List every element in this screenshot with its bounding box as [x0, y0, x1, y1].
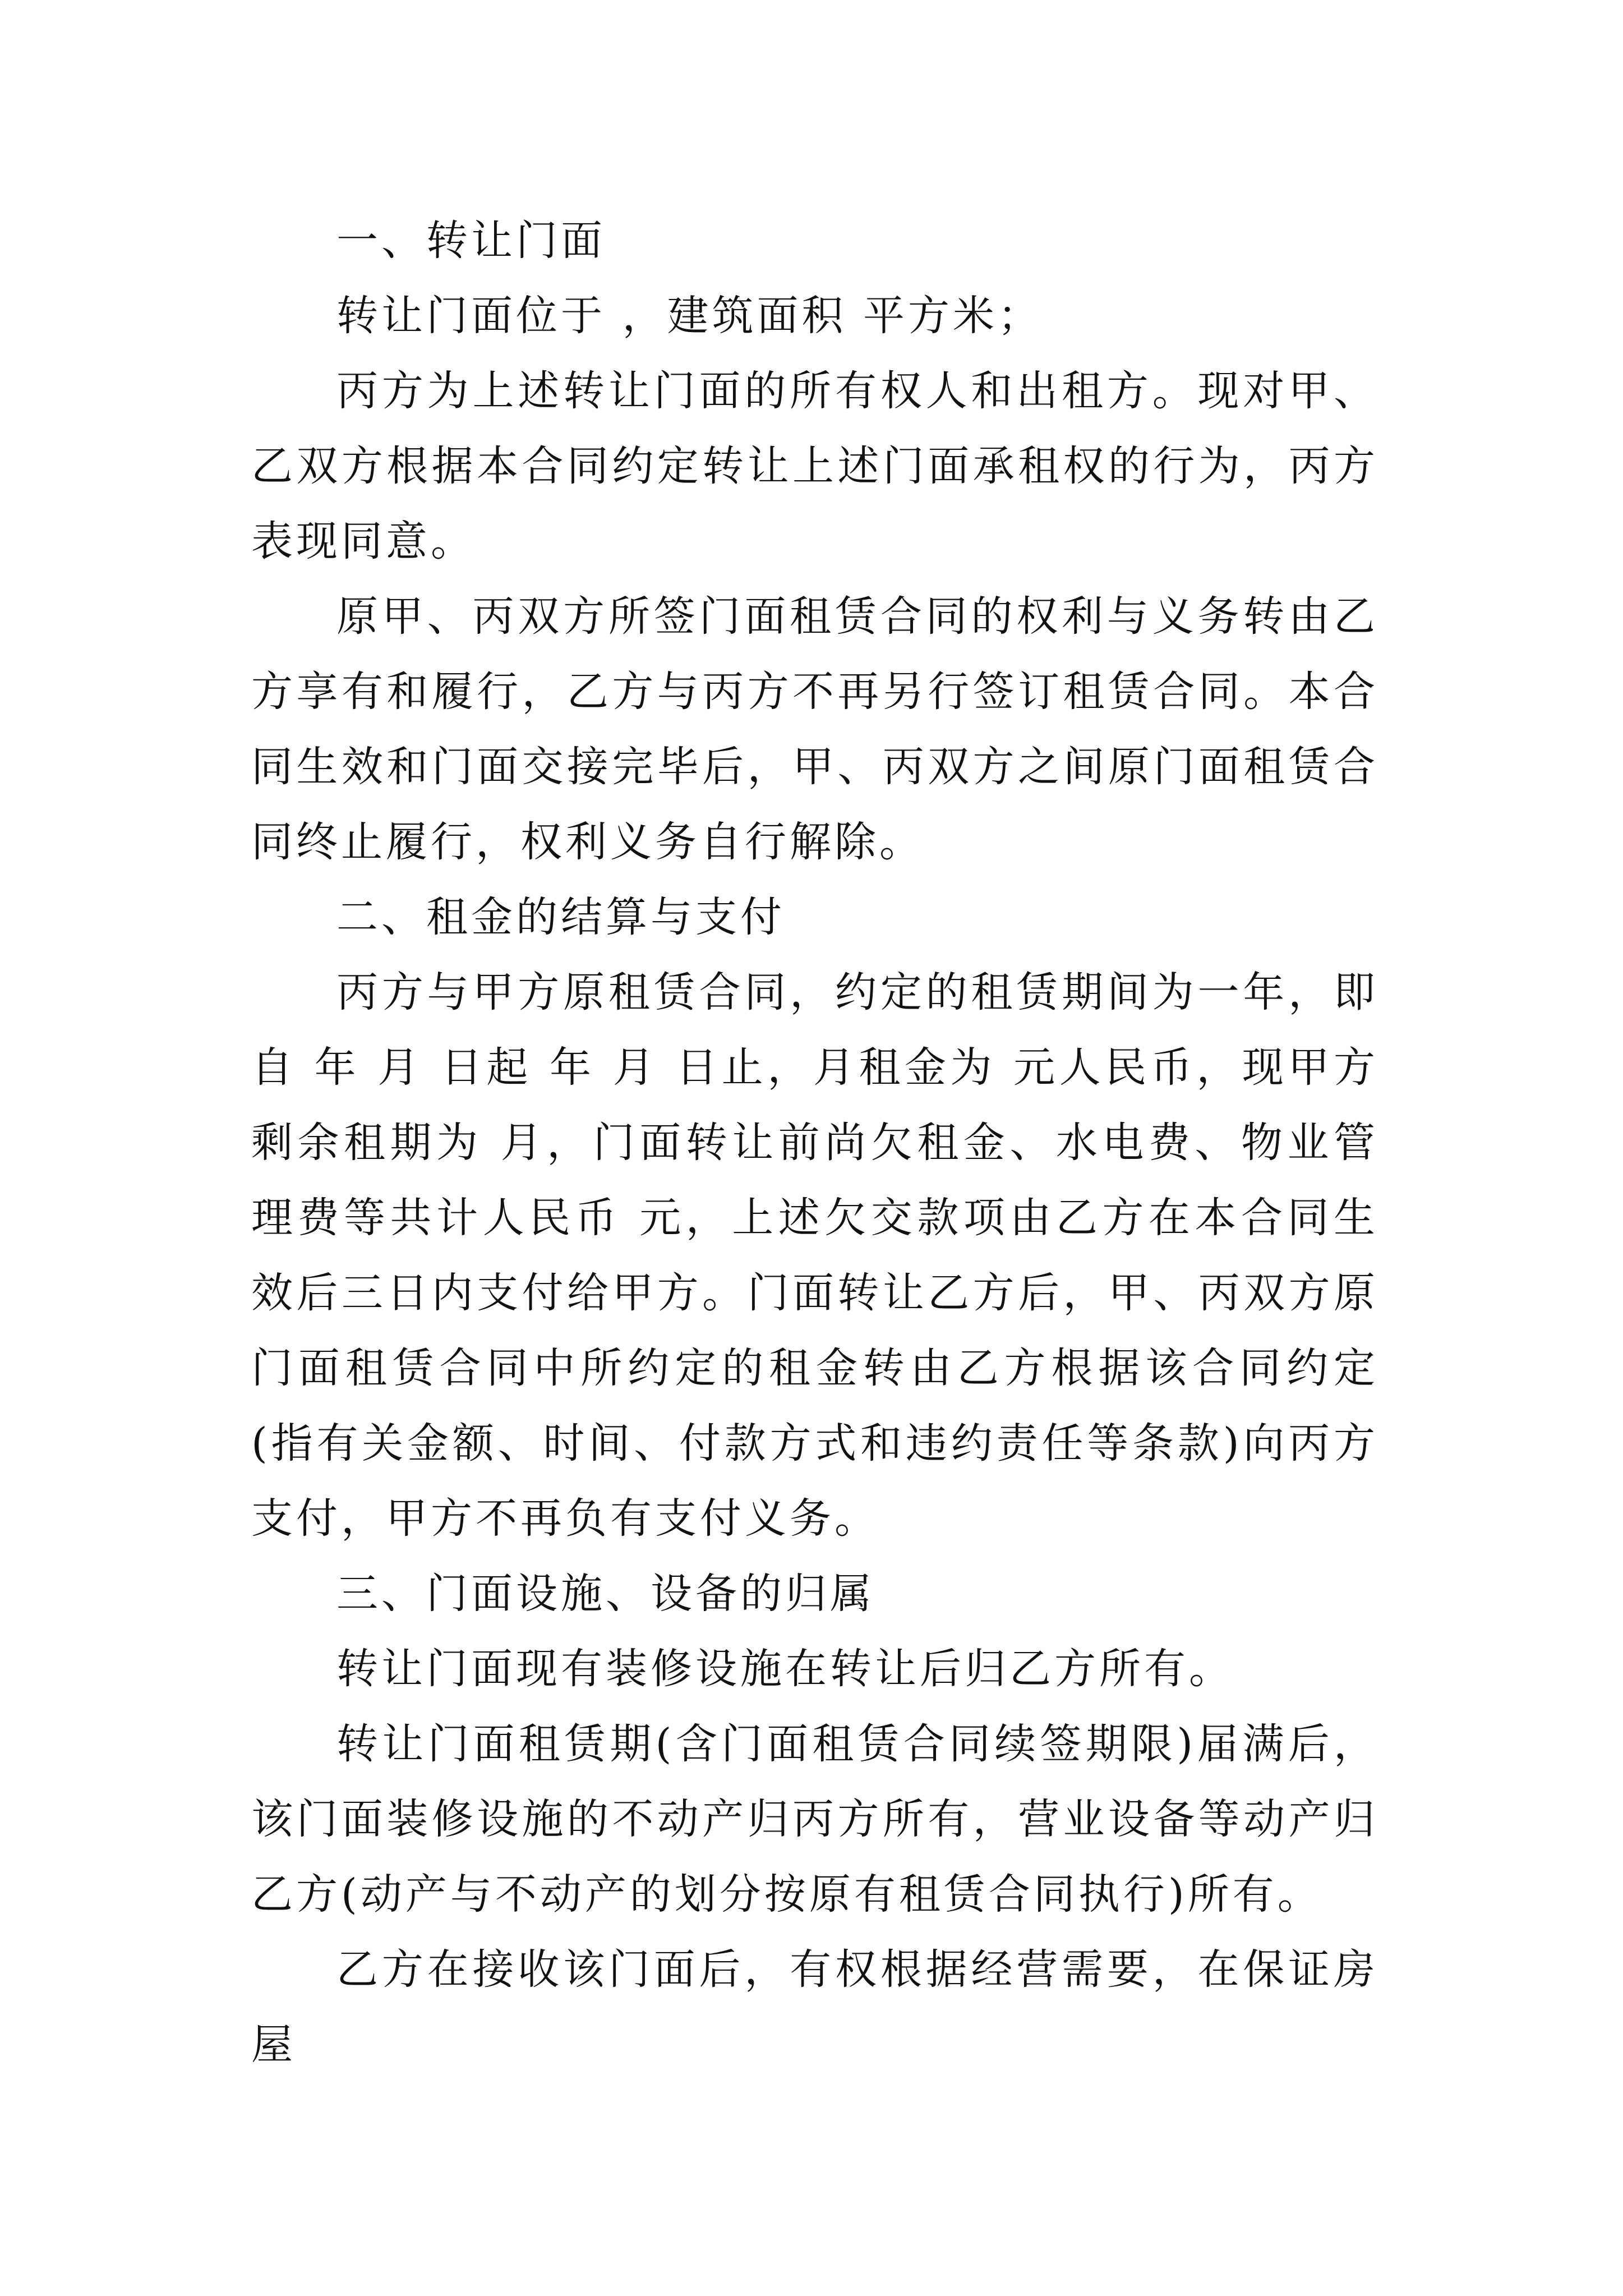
- section-heading-shopfront-transfer: 一、转让门面: [336, 217, 606, 265]
- paragraph-lease-expiry: 转让门面租赁期(含门面租赁合同续签期限)届满后，该门面装修设施的不动产归丙方所有，营业设备等动产归乙方(动产与不动产的划分按原有租赁合同执行)所有。: [251, 1720, 1378, 1918]
- section-heading-facilities: 三、门面设施、设备的归属: [336, 1570, 875, 1618]
- paragraph-business-use: 乙方在接收该门面后，有权根据经营需要，在保证房屋: [251, 1945, 1378, 2069]
- paragraph-rights-transfer: 原甲、丙双方所签门面租赁合同的权利与义务转由乙方享有和履行，乙方与丙方不再另行签订租赁合同。本合同生效和门面交接完毕后，甲、丙双方之间原门面租赁合同终止履行，权利义务自行解除。: [251, 592, 1378, 866]
- document-page: [251, 203, 1378, 2082]
- paragraph-location-area: 转让门面位于 ，建筑面积 平方米；: [336, 292, 1043, 340]
- section-heading-rent-settlement: 二、租金的结算与支付: [336, 893, 785, 941]
- paragraph-rent-payment: 丙方与甲方原租赁合同，约定的租赁期间为一年，即自 年 月 日起 年 月 日止，月租金为 元人民币，现甲方剩余租期为 月，门面转让前尚欠租金、水电费、物业管理费等共计人民币 元，上述欠交款项由乙方在本合同生效后三日内支付给甲方。门面转让乙方后，甲、丙双方原门面租赁合同中所约定的租金转由乙方根据该合同约定(指有关金额、时间、付款方式和违约责任等条款)向丙方支付，甲方不再负有支付义务。: [251, 968, 1378, 1543]
- paragraph-decoration-ownership: 转让门面现有装修设施在转让后归乙方所有。: [336, 1645, 1234, 1693]
- paragraph-owner-consent: 丙方为上述转让门面的所有权人和出租方。现对甲、乙双方根据本合同约定转让上述门面承租权的行为，丙方表现同意。: [251, 367, 1378, 565]
